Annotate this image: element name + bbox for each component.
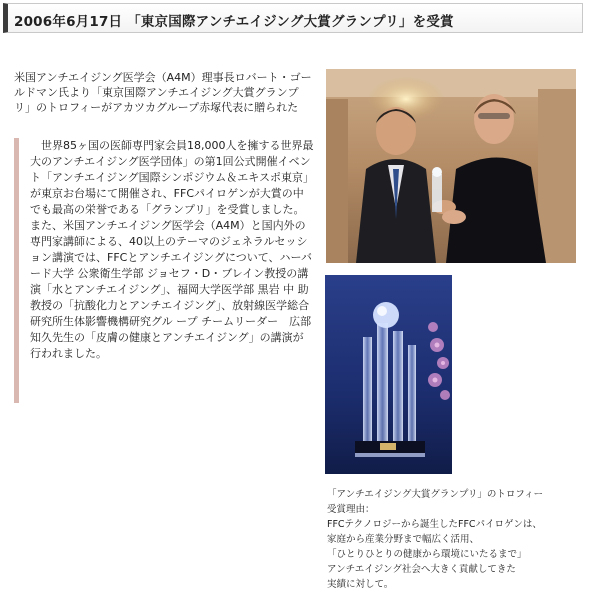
body-paragraph-2: また、米国アンチエイジング医学会（A4M）と国内外の専門家講師による、40以上のテーマのジェネラルセッション講演では、FFCとアンチエイジングについて、ハーバード大学 公衆衛生学部 ジョセフ・D・ブレイン教授の講演「水とアンチエイジング」、福岡大学医学部 黒岩 中 助教授の「抗酸化力とアンチエイジング」、放射線医学総合研究所生体影響機構研究グル ープ チームリーダー 広部知久先生の「皮膚の健康とアンチエイジング」の講演が行われました。: [30, 219, 312, 360]
caption-line: 「ひとりひとりの健康から環境にいたるまで」: [327, 549, 527, 560]
caption-line: アンチエイジング社会へ大きく貢献してきた: [327, 564, 516, 575]
body-paragraph-1: 世界85ヶ国の医師専門家会員18,000人を擁する世界最大のアンチエイジング医学団体」の第1回公式開催イベント「アンチエイジング国際シンポジウム＆エキスポ東京」が東京お台場にて開催され、FFCパイロゲンが大賞の中でも最高の栄誉である「グランプリ」を受賞しました。: [30, 139, 315, 216]
page-title: 2006年6月17日 「東京国際アンチエイジング大賞グランプリ」を受賞: [14, 14, 454, 30]
caption-line: 家庭から産業分野まで幅広く活用、: [327, 534, 480, 545]
article-body: [14, 138, 314, 403]
crystal-trophy-photo: [325, 275, 452, 474]
caption-line: 実績に対して。: [327, 579, 394, 590]
caption-line: 「アンチエイジング大賞グランプリ」のトロフィー: [327, 489, 544, 500]
trophy-caption: [327, 487, 597, 592]
award-presentation-photo: [326, 69, 576, 263]
caption-line: FFCテクノロジーから誕生したFFCパイロゲンは、: [327, 519, 542, 530]
lead-text: 米国アンチエイジング医学会（A4M）理事長ロバート・ゴールドマン氏より「東京国際アンチエイジング大賞グランプリ」のトロフィーがアカツカグループ赤塚代表に贈られた: [14, 71, 312, 114]
section-title-bar: [3, 3, 583, 33]
caption-line: 受賞理由：: [327, 504, 375, 515]
